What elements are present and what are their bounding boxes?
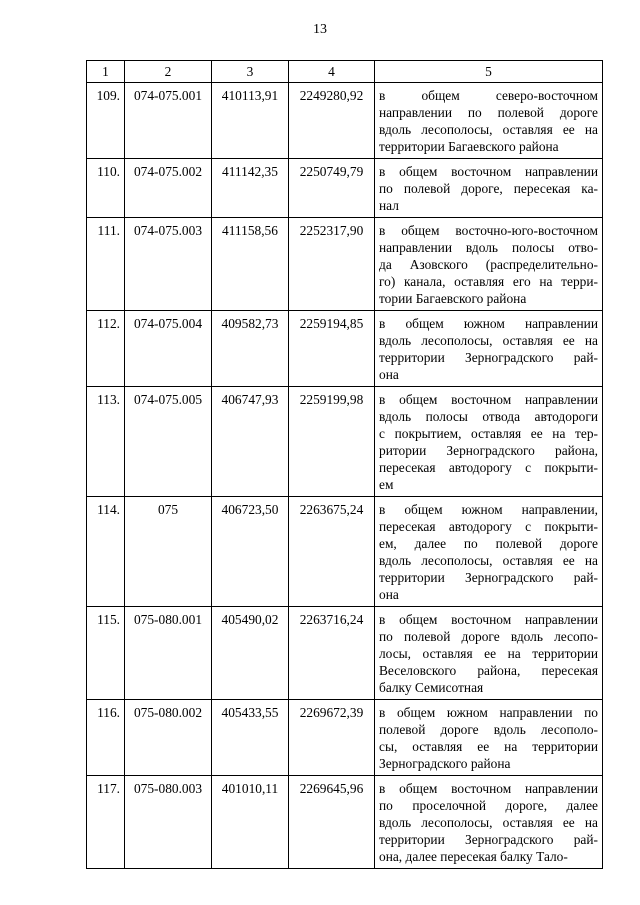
description-line: сы, оставляя ее на территории	[379, 739, 598, 754]
table-row	[87, 218, 603, 311]
y-coordinate-cell: 2263675,24	[289, 497, 375, 607]
description-line: по полевой дороге, пересекая ка-	[379, 181, 598, 196]
description-line: вдоль лесополосы, оставляя ее на	[379, 815, 598, 830]
column-header: 1	[87, 61, 125, 83]
description-line: ем, далее по полевой дороге	[379, 536, 598, 551]
description-line: в общем восточном направлении	[379, 164, 598, 179]
description-line: Веселовского района, пересекая	[379, 663, 598, 678]
row-number-cell: 109.	[87, 83, 125, 159]
table-row	[87, 700, 603, 776]
x-coordinate-cell: 401010,11	[212, 776, 289, 869]
description-line: балку Семисотная	[379, 680, 484, 695]
boundary-description-cell	[375, 218, 603, 311]
column-header: 2	[125, 61, 212, 83]
description-line: полевой дороге вдоль лесополо-	[379, 722, 598, 737]
y-coordinate-cell: 2269645,96	[289, 776, 375, 869]
point-code-cell: 074-075.004	[125, 311, 212, 387]
description-line: в общем северо-восточном	[379, 88, 598, 103]
column-header: 5	[375, 61, 603, 83]
x-coordinate-cell: 411158,56	[212, 218, 289, 311]
description-line: в общем восточно-юго-восточном	[379, 223, 598, 238]
row-number-cell: 111.	[87, 218, 125, 311]
description-line: нал	[379, 198, 399, 213]
table-body	[87, 83, 603, 869]
description-line: вдоль лесополосы, оставляя ее на	[379, 122, 598, 137]
boundary-description-cell	[375, 159, 603, 218]
description-line: по полевой дороге вдоль лесопо-	[379, 629, 598, 644]
boundary-description-cell	[375, 607, 603, 700]
y-coordinate-cell: 2259194,85	[289, 311, 375, 387]
description-line: да Азовского (распределительно-	[379, 257, 598, 272]
row-number-cell: 114.	[87, 497, 125, 607]
description-line: территории Зерноградского рай-	[379, 350, 598, 365]
description-line: Зерноградского района	[379, 756, 511, 771]
point-code-cell: 074-075.005	[125, 387, 212, 497]
page-number: 13	[313, 22, 327, 37]
description-line: с покрытием, оставляя ее на тер-	[379, 426, 598, 441]
boundary-description-cell	[375, 387, 603, 497]
y-coordinate-cell: 2249280,92	[289, 83, 375, 159]
description-line: тории Багаевского района	[379, 291, 527, 306]
description-line: вдоль полосы отвода автодороги	[379, 409, 598, 424]
table-row	[87, 607, 603, 700]
description-line: го) канала, оставляя его на терри-	[379, 274, 598, 289]
point-code-cell: 075-080.003	[125, 776, 212, 869]
description-line: вдоль лесополосы, оставляя ее на	[379, 333, 598, 348]
row-number-cell: 115.	[87, 607, 125, 700]
table-row	[87, 387, 603, 497]
point-code-cell: 075	[125, 497, 212, 607]
row-number-cell: 113.	[87, 387, 125, 497]
point-code-cell: 074-075.003	[125, 218, 212, 311]
point-code-cell: 075-080.001	[125, 607, 212, 700]
description-line: территории Зерноградского рай-	[379, 832, 598, 847]
x-coordinate-cell: 411142,35	[212, 159, 289, 218]
description-line: в общем восточном направлении	[379, 781, 598, 796]
boundary-description-cell	[375, 776, 603, 869]
x-coordinate-cell: 410113,91	[212, 83, 289, 159]
table-row	[87, 497, 603, 607]
description-line: направлении вдоль полосы отво-	[379, 240, 598, 255]
y-coordinate-cell: 2259199,98	[289, 387, 375, 497]
coordinates-table	[86, 60, 603, 869]
table-row	[87, 311, 603, 387]
table-row	[87, 83, 603, 159]
description-line: пересекая автодорогу с покрыти-	[379, 460, 598, 475]
description-line: в общем восточном направлении	[379, 392, 598, 407]
description-line: ритории Зерноградского района,	[379, 443, 598, 458]
description-line: она	[379, 367, 399, 382]
row-number-cell: 112.	[87, 311, 125, 387]
description-line: территории Багаевского района	[379, 139, 559, 154]
row-number-cell: 116.	[87, 700, 125, 776]
y-coordinate-cell: 2269672,39	[289, 700, 375, 776]
y-coordinate-cell: 2250749,79	[289, 159, 375, 218]
point-code-cell: 074-075.001	[125, 83, 212, 159]
description-line: вдоль лесополосы, оставляя ее на	[379, 553, 598, 568]
description-line: она, далее пересекая балку Тало-	[379, 849, 568, 864]
description-line: ем	[379, 477, 394, 492]
x-coordinate-cell: 406747,93	[212, 387, 289, 497]
column-header: 3	[212, 61, 289, 83]
table-row	[87, 159, 603, 218]
description-line: она	[379, 587, 399, 602]
x-coordinate-cell: 405490,02	[212, 607, 289, 700]
x-coordinate-cell: 405433,55	[212, 700, 289, 776]
boundary-description-cell	[375, 83, 603, 159]
description-line: пересекая автодорогу с покрыти-	[379, 519, 598, 534]
description-line: по проселочной дороге, далее	[379, 798, 598, 813]
description-line: лосы, оставляя ее на территории	[379, 646, 598, 661]
boundary-description-cell	[375, 311, 603, 387]
column-header: 4	[289, 61, 375, 83]
description-line: направлении по полевой дороге	[379, 105, 598, 120]
description-line: в общем южном направлении по	[379, 705, 598, 720]
table-row	[87, 776, 603, 869]
point-code-cell: 075-080.002	[125, 700, 212, 776]
table-header-row	[87, 61, 603, 83]
row-number-cell: 110.	[87, 159, 125, 218]
y-coordinate-cell: 2263716,24	[289, 607, 375, 700]
point-code-cell: 074-075.002	[125, 159, 212, 218]
boundary-description-cell	[375, 497, 603, 607]
row-number-cell: 117.	[87, 776, 125, 869]
description-line: в общем южном направлении	[379, 316, 598, 331]
x-coordinate-cell: 406723,50	[212, 497, 289, 607]
description-line: в общем южном направлении,	[379, 502, 598, 517]
description-line: в общем восточном направлении	[379, 612, 598, 627]
x-coordinate-cell: 409582,73	[212, 311, 289, 387]
y-coordinate-cell: 2252317,90	[289, 218, 375, 311]
description-line: территории Зерноградского рай-	[379, 570, 598, 585]
boundary-description-cell	[375, 700, 603, 776]
